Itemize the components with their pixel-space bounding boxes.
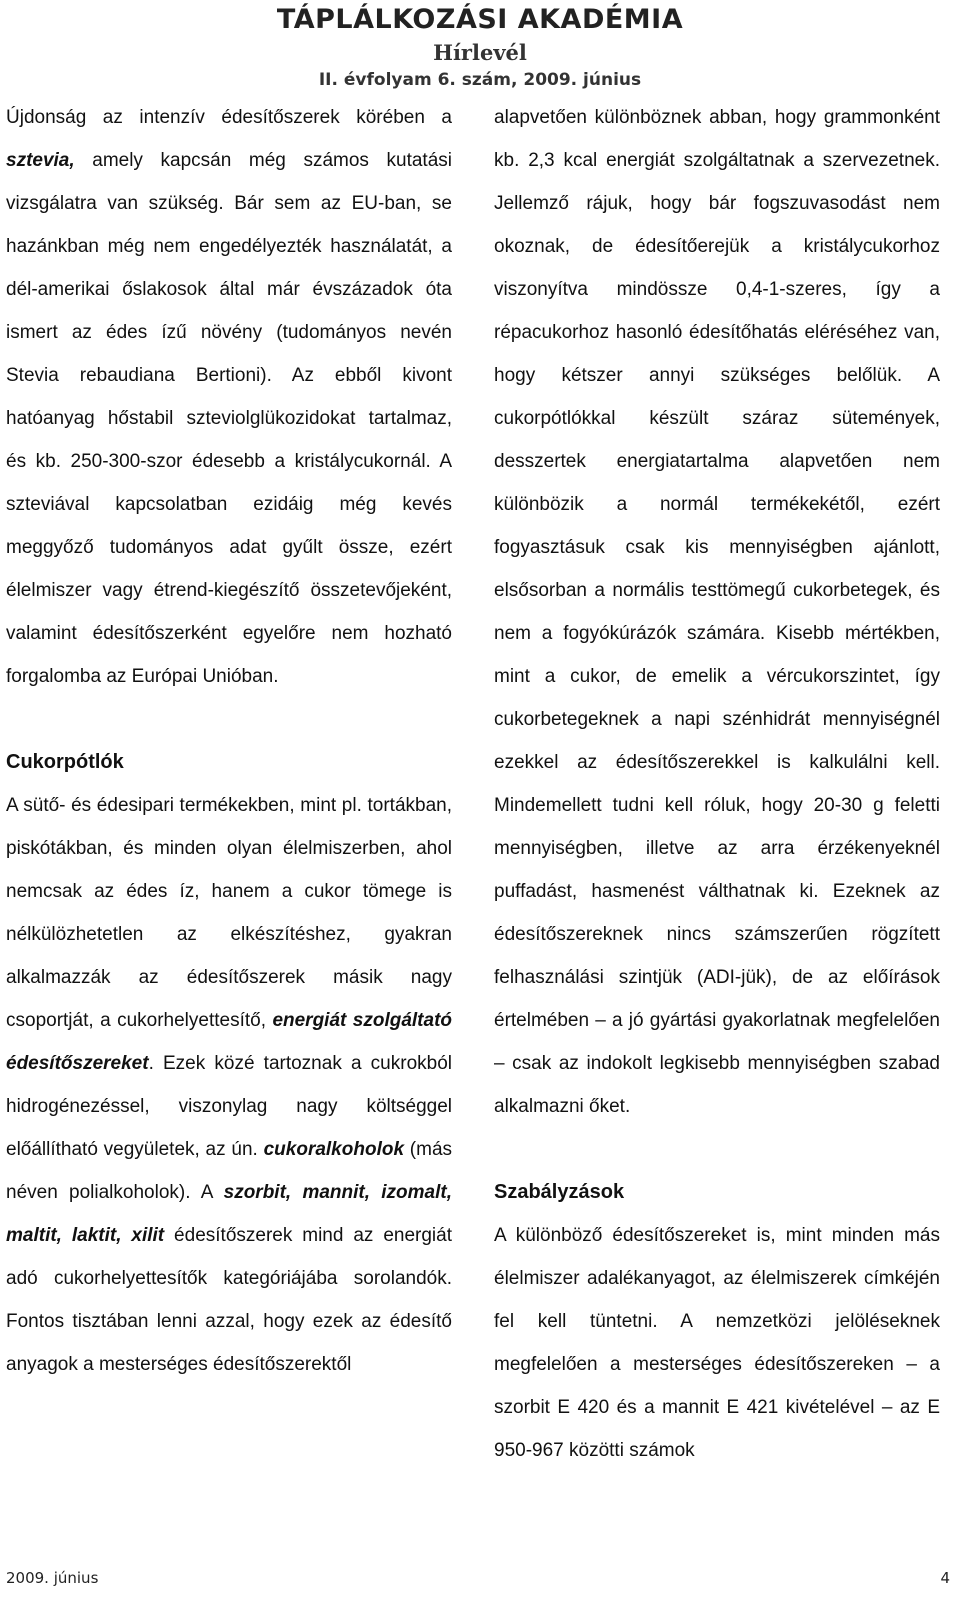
text-span: A sütő- és édesipari termékekben, mint pl. tortákban, piskótákban, és minden olyan élelmiszerben, ahol nemcsak az édes íz, hanem a cukor tömege is nélkülözhetetlen az elkészítéshez, gyakran alkalmazzák az édesítőszerek másik nagy csoportját, a cukorhelyettesítő, bbox=[6, 795, 452, 1031]
section-heading-szabalyzasok: Szabályzások bbox=[494, 1181, 625, 1203]
text-span: amely kapcsán még számos kutatási vizsgálatra van szükség. Bár sem az EU-ban, se hazánkban még nem engedélyezték használatát, a dél-amerikai őslakosok által már évszázadok óta ismert az édes ízű növény (tudományos nevén Stevia rebaudiana Bertioni). Az ebből kivont hatóanyag hőstabil szteviolglükozidokat tartalmaz, és kb. 250-300-szor édesebb a kristálycukornál. A szteviával kapcsolatban ezidáig még kevés meggyőző tudományos adat gyűlt össze, ezért élelmiszer vagy étrend-kiegészítő összetevőjeként, valamint édesítőszerként egyelőre nem hozható forgalomba az Európai Unióban. bbox=[6, 150, 452, 687]
text-span: Újdonság az intenzív édesítőszerek körében a bbox=[6, 107, 452, 128]
text-span: édesítőszerek mind az energiát adó cukorhelyettesítők kategóriájába sorolandók. Fontos tisztában lenni azzal, hogy ezek az édesítő anyagok a mesterséges édesítőszerektől bbox=[6, 1225, 452, 1375]
emphasis-energy-sweeteners: energiát szolgáltató édesítőszereket bbox=[6, 1010, 453, 1074]
right-column bbox=[494, 96, 940, 1472]
stevia-paragraph bbox=[6, 96, 452, 698]
page-number: 4 bbox=[940, 1569, 950, 1587]
polyols-paragraph: alapvetően különböznek abban, hogy grammonként kb. 2,3 kcal energiát szolgáltatnak a szervezetnek. Jellemző rájuk, hogy bár fogszuvasodást nem okoznak, de édesítőerejük a kristálycukorhoz viszonyítva mindössze 0,4-1-szeres, így a répacukorhoz hasonló édesítőhatás eléréséhez van, hogy kétszer annyi szükséges belőlük. A cukorpótlókkal készült száraz sütemények, desszertek energiatartalma alapvetően nem különbözik a normál termékekétől, ezért fogyasztásuk csak kis mennyiségben ajánlott, elsősorban a normális testtömegű cukorbetegek, és nem a fogyókúrázók számára. Kisebb mértékben, mint a cukor, de emelik a vércukorszintet, így cukorbetegeknek a napi szénhidrát mennyiségnél ezekkel az édesítőszerekkel is kalkulálni kell. Mindemellett tudni kell róluk, hogy 20-30 g feletti mennyiségben, illetve az arra érzékenyeknél puffadást, hasmenést válthatnak ki. Ezeknek az édesítőszereknek nincs számszerűen rögzített felhasználási szintjük (ADI-jük), de az előírások értelmében – a jó gyártási gyakorlatnak megfelelően – csak az indokolt legkisebb mennyiségben szabad alkalmazni őket. bbox=[494, 107, 940, 1117]
footer-date: 2009. június bbox=[6, 1569, 99, 1587]
emphasis-sugar-alcohols: cukoralkoholok bbox=[263, 1139, 405, 1160]
section-heading-cukorpotlok: Cukorpótlók bbox=[6, 751, 124, 773]
left-column bbox=[6, 96, 452, 1386]
emphasis-stevia: sztevia, bbox=[6, 150, 75, 171]
newsletter-subtitle: Hírlevél bbox=[433, 40, 527, 65]
issue-info: II. évfolyam 6. szám, 2009. június bbox=[318, 70, 642, 90]
newsletter-title: TÁPLÁLKOZÁSI AKADÉMIA bbox=[276, 4, 684, 35]
text-span: (más néven polialkoholok). A bbox=[6, 1139, 453, 1203]
text-span: . Ezek közé tartoznak a cukrokból hidrogénezéssel, viszonylag nagy költséggel előállítható vegyületek, az ún. bbox=[6, 1053, 452, 1160]
sugar-substitutes-paragraph bbox=[6, 784, 452, 1386]
emphasis-polyol-list: szorbit, mannit, izomalt, maltit, laktit, xilit bbox=[6, 1182, 453, 1246]
regulations-paragraph: A különböző édesítőszereket is, mint minden más élelmiszer adalékanyagot, az élelmiszerek címkéjén fel kell tüntetni. A nemzetközi jelöléseknek megfelelően a mesterséges édesítőszereken – a szorbit E 420 és a mannit E 421 kivételével – az E 950-967 közötti számok bbox=[494, 1225, 940, 1461]
